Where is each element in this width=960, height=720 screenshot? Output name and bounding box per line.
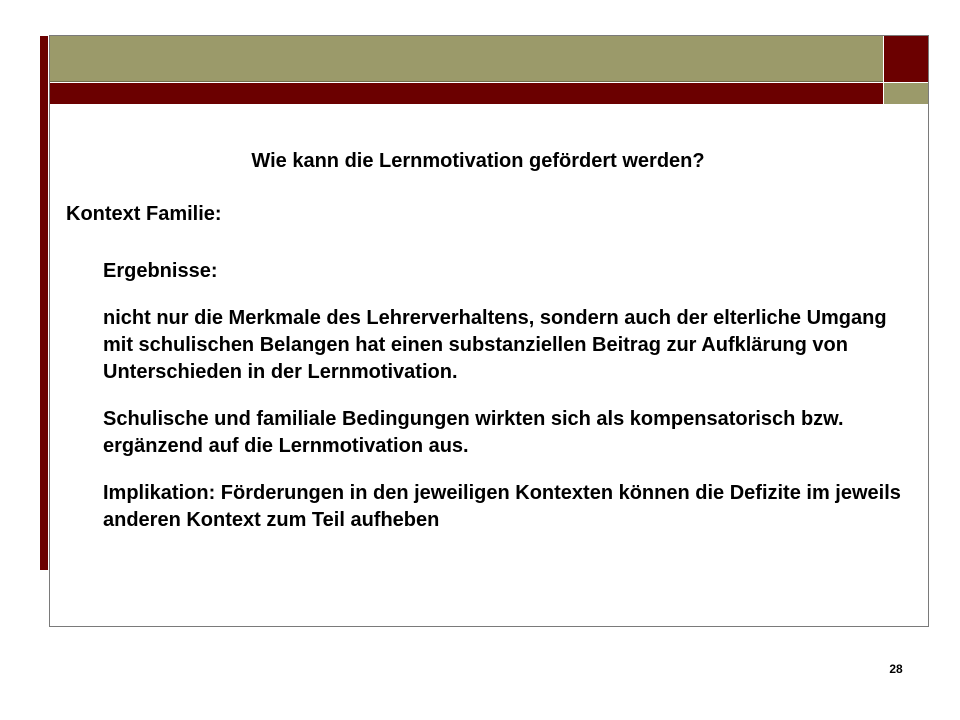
slide-content	[66, 146, 916, 534]
header-band-red	[50, 83, 883, 104]
decorative-side-bar	[40, 36, 48, 570]
indented-block	[66, 258, 916, 534]
paragraph-3: Implikation: Förderungen in den jeweiligen Kontexten können die Defizite im jeweils anderen Kontext zum Teil aufheben	[103, 482, 901, 531]
context-heading: Kontext Familie:	[66, 203, 222, 225]
paragraph-1: nicht nur die Merkmale des Lehrerverhaltens, sondern auch der elterliche Umgang mit schulischen Belangen hat einen substanziellen Beitrag zur Aufklärung von Unterschieden in der Lernmotivation.	[103, 307, 887, 383]
header-band-olive	[50, 36, 883, 82]
corner-square-olive	[884, 83, 928, 104]
slide-title: Wie kann die Lernmotivation gefördert werden?	[251, 150, 705, 172]
paragraph-2: Schulische und familiale Bedingungen wirkten sich als kompensatorisch bzw. ergänzend auf die Lernmotivation aus.	[103, 408, 844, 457]
results-subheading: Ergebnisse:	[103, 260, 218, 282]
page-number: 28	[889, 662, 903, 676]
corner-square-red	[884, 36, 928, 82]
